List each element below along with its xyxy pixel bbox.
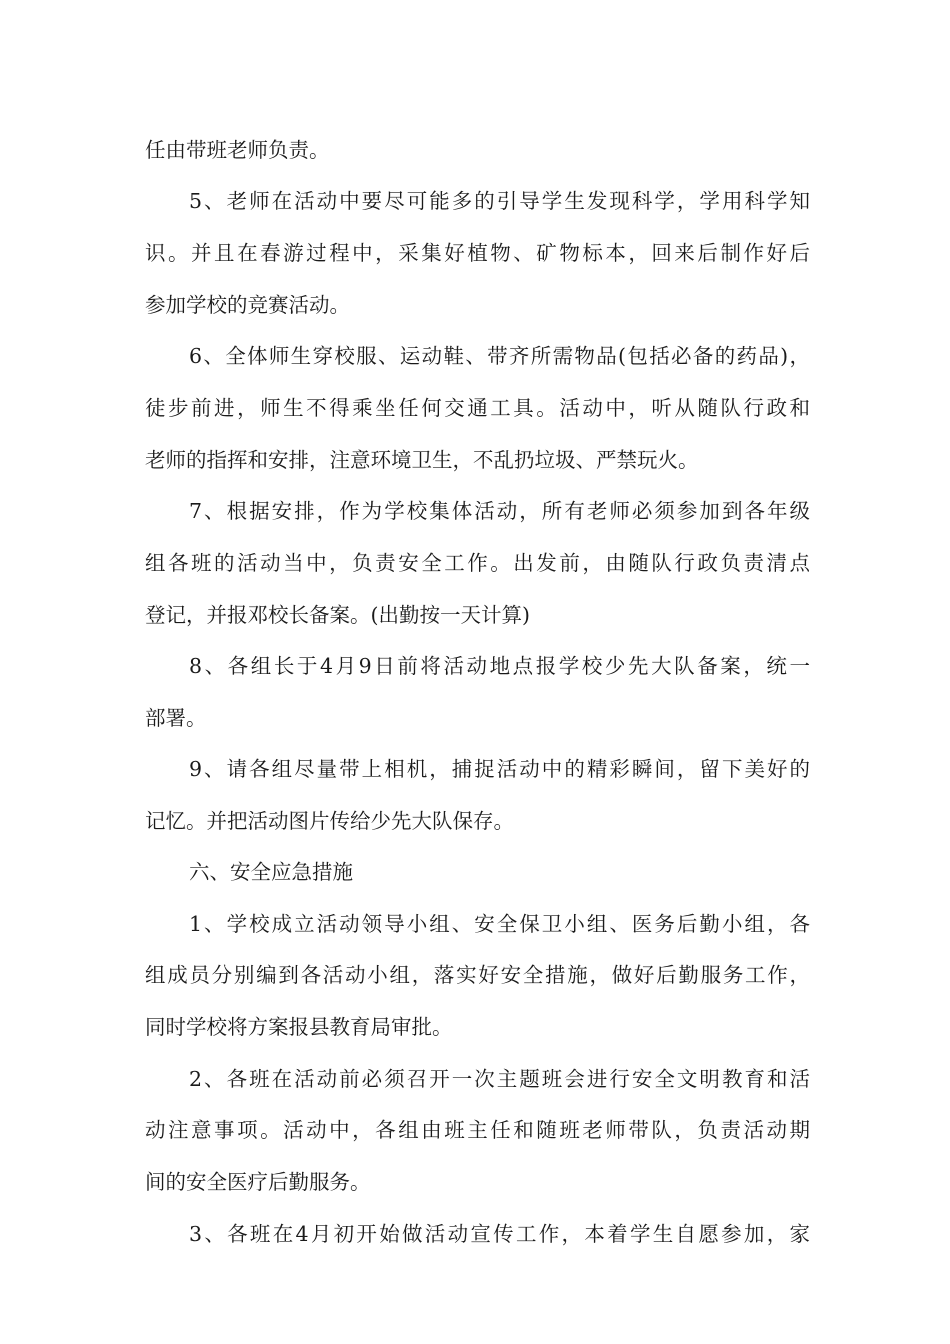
paragraph-item-7-line-1: 7、根据安排，作为学校集体活动，所有老师必须参加到各年级 <box>189 499 810 523</box>
text-line: 参加学校的竞赛活动。 <box>145 293 350 317</box>
paragraph-safety-3-line-1: 3、各班在4月初开始做活动宣传工作，本着学生自愿参加，家 <box>189 1222 810 1246</box>
text-line: 部署。 <box>145 706 207 730</box>
paragraph-item-5-line-1: 5、老师在活动中要尽可能多的引导学生发现科学，学用科学知 <box>189 189 810 213</box>
text-line: 老师的指挥和安排，注意环境卫生，不乱扔垃圾、严禁玩火。 <box>145 448 699 472</box>
text-line: 组各班的活动当中，负责安全工作。出发前，由随队行政负责清点 <box>145 551 810 575</box>
section-heading: 六、安全应急措施 <box>189 860 353 884</box>
text-line: 间的安全医疗后勤服务。 <box>145 1170 371 1194</box>
text-line: 记忆。并把活动图片传给少先大队保存。 <box>145 809 514 833</box>
text-line: 同时学校将方案报县教育局审批。 <box>145 1015 453 1039</box>
text-line: 动注意事项。活动中，各组由班主任和随班老师带队，负责活动期 <box>145 1118 810 1142</box>
text-line: 组成员分别编到各活动小组，落实好安全措施，做好后勤服务工作， <box>145 963 810 987</box>
paragraph-item-9-line-1: 9、请各组尽量带上相机，捕捉活动中的精彩瞬间，留下美好的 <box>189 757 810 781</box>
text-line: 识。并且在春游过程中，采集好植物、矿物标本，回来后制作好后 <box>145 241 810 265</box>
text-line: 徒步前进，师生不得乘坐任何交通工具。活动中，听从随队行政和 <box>145 396 810 420</box>
text-line: 登记，并报邓校长备案。(出勤按一天计算) <box>145 603 530 627</box>
paragraph-safety-2-line-1: 2、各班在活动前必须召开一次主题班会进行安全文明教育和活 <box>189 1067 810 1091</box>
text-line: 任由带班老师负责。 <box>145 138 330 162</box>
paragraph-item-6-line-1: 6、全体师生穿校服、运动鞋、带齐所需物品(包括必备的药品)， <box>189 344 810 368</box>
paragraph-safety-1-line-1: 1、学校成立活动领导小组、安全保卫小组、医务后勤小组，各 <box>189 912 810 936</box>
paragraph-item-8-line-1: 8、各组长于4月9日前将活动地点报学校少先大队备案，统一 <box>189 654 810 678</box>
